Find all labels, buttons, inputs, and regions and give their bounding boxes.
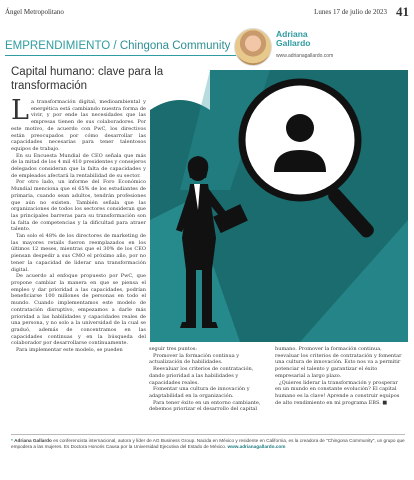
author-footnote [11,438,405,450]
article-column-2 [149,346,269,413]
section-separator: / [110,40,120,52]
paragraph: La transformación digital, medioambiental y energética está cambiando nuestra forma de vivir, y por ende las necesidades que las empresas tienen de sus colaboradores. Por este motivo, de acuerdo con PwC, los directivos están preocupados por cómo desarrollar las capacidades necesarias para tener talentosos equipos de trabajo. [11,95,146,152]
footnote-author-name: Adriana Gallardo [14,438,52,443]
author-avatar [234,28,272,66]
paragraph: ¿Quieres liderar la transformación y prosperar en un mundo en constante evolución? El capital humano es la clave! Aprende a construir equipos de alto rendimiento en mi programa EBS. ■ [275,379,400,406]
issue-date: Lunes 17 de julio de 2023 [314,8,387,16]
footnote-website[interactable]: www.adrianagallardo.com [227,444,286,449]
paragraph: De acuerdo al enfoque propuesto por PwC, que propone cambiar la manera en que se piensa el empleo y dar prioridad a las capacidades, podrían beneficiarse 100 millones de personas en todo el mundo. Cuando implementamos este modelo de contratación disruptivo, empezamos a darle más prioridad a las habilidades y capacidades reales de una persona, y no solo a la universidad de la cual se graduó, además de concentramos en las capacidades continuas y en la búsqueda del colaborador por desarrollarse continuamente. [11,273,146,347]
author-website[interactable]: www.adrianagallardo.com [276,53,334,59]
column-name: Chingona Community [119,40,231,52]
author-name: Adriana Gallardo [276,29,311,48]
page-number: 41 [396,4,409,19]
article-column-3 [275,346,405,406]
publication-name: Ángel Metropolitano [5,8,64,16]
paragraph: Promover la formación continua y actualización de habilidades. [149,352,240,366]
section-name: EMPRENDIMIENTO [5,40,111,52]
footnote-text: es conferencista internacional, autora y líder de AG Business Group. Nacida en México y residente en California, es la creadora de "Chingona Community", un grupo que empodera a las mujeres. Es Doctora Honoris Causa por la Universidad Ejecutiva del Estado de México. [11,438,405,449]
paragraph: En su Encuesta Mundial de CEO señala que más de la mitad de los 4 mil 410 presidentes y consejeros delegados consideran que la falta de capacidades y de empleados afectará la rentabilidad de su sector. [11,152,146,179]
paragraph: Fomentar una cultura de innovación y adaptabilidad en la organización. [149,386,250,399]
paragraph: Reevaluar los criterios de contratación, dando prioridad a las habilidades y capacidades reales. [149,366,254,386]
paragraph: Por otro lado, un informe del Foro Económico Mundial menciona que el 65% de los estudiantes de primaria, cuando sean adultos, tendrán profesiones que aún no existen. También señala que las organizaciones de todos los sectores consideran que las principales barreras para su transformación son la falta de competencias y la dificultad para atraer talento. [11,179,146,233]
section-heading [5,40,230,52]
paragraph: seguir tres puntos: [149,346,197,352]
footnote-rule [11,434,405,435]
paragraph: humano. Promover la formación continua, reevaluar los criterios de contratación y fomentar una cultura de innovación. Esto nos va a permitir potenciar el talento y garantizar el éxito empresarial a largo plazo. [275,346,402,379]
section-rule [5,55,239,56]
page-header [5,4,409,18]
article-title: Capital humano: clave para la transformación [11,66,164,92]
footnote-asterisk: * [11,438,13,443]
paragraph: Para implementar este modelo, se pueden [16,347,123,354]
businesswoman-illustration [150,70,408,342]
drop-cap: L [11,95,29,126]
paragraph: Para tener éxito en un entorno cambiante, debemos priorizar el desarrollo del capital [149,399,261,413]
article-column-1 [11,95,146,354]
paragraph: Tan solo el 48% de los directores de marketing de las mayores retails fueron reemplazados en los últimos 12 meses, mientras que el 30% de los CEO piensan despedir a sus CMO el próximo año, por no tener la capacidad de liderar una transformación digital. [11,233,146,273]
